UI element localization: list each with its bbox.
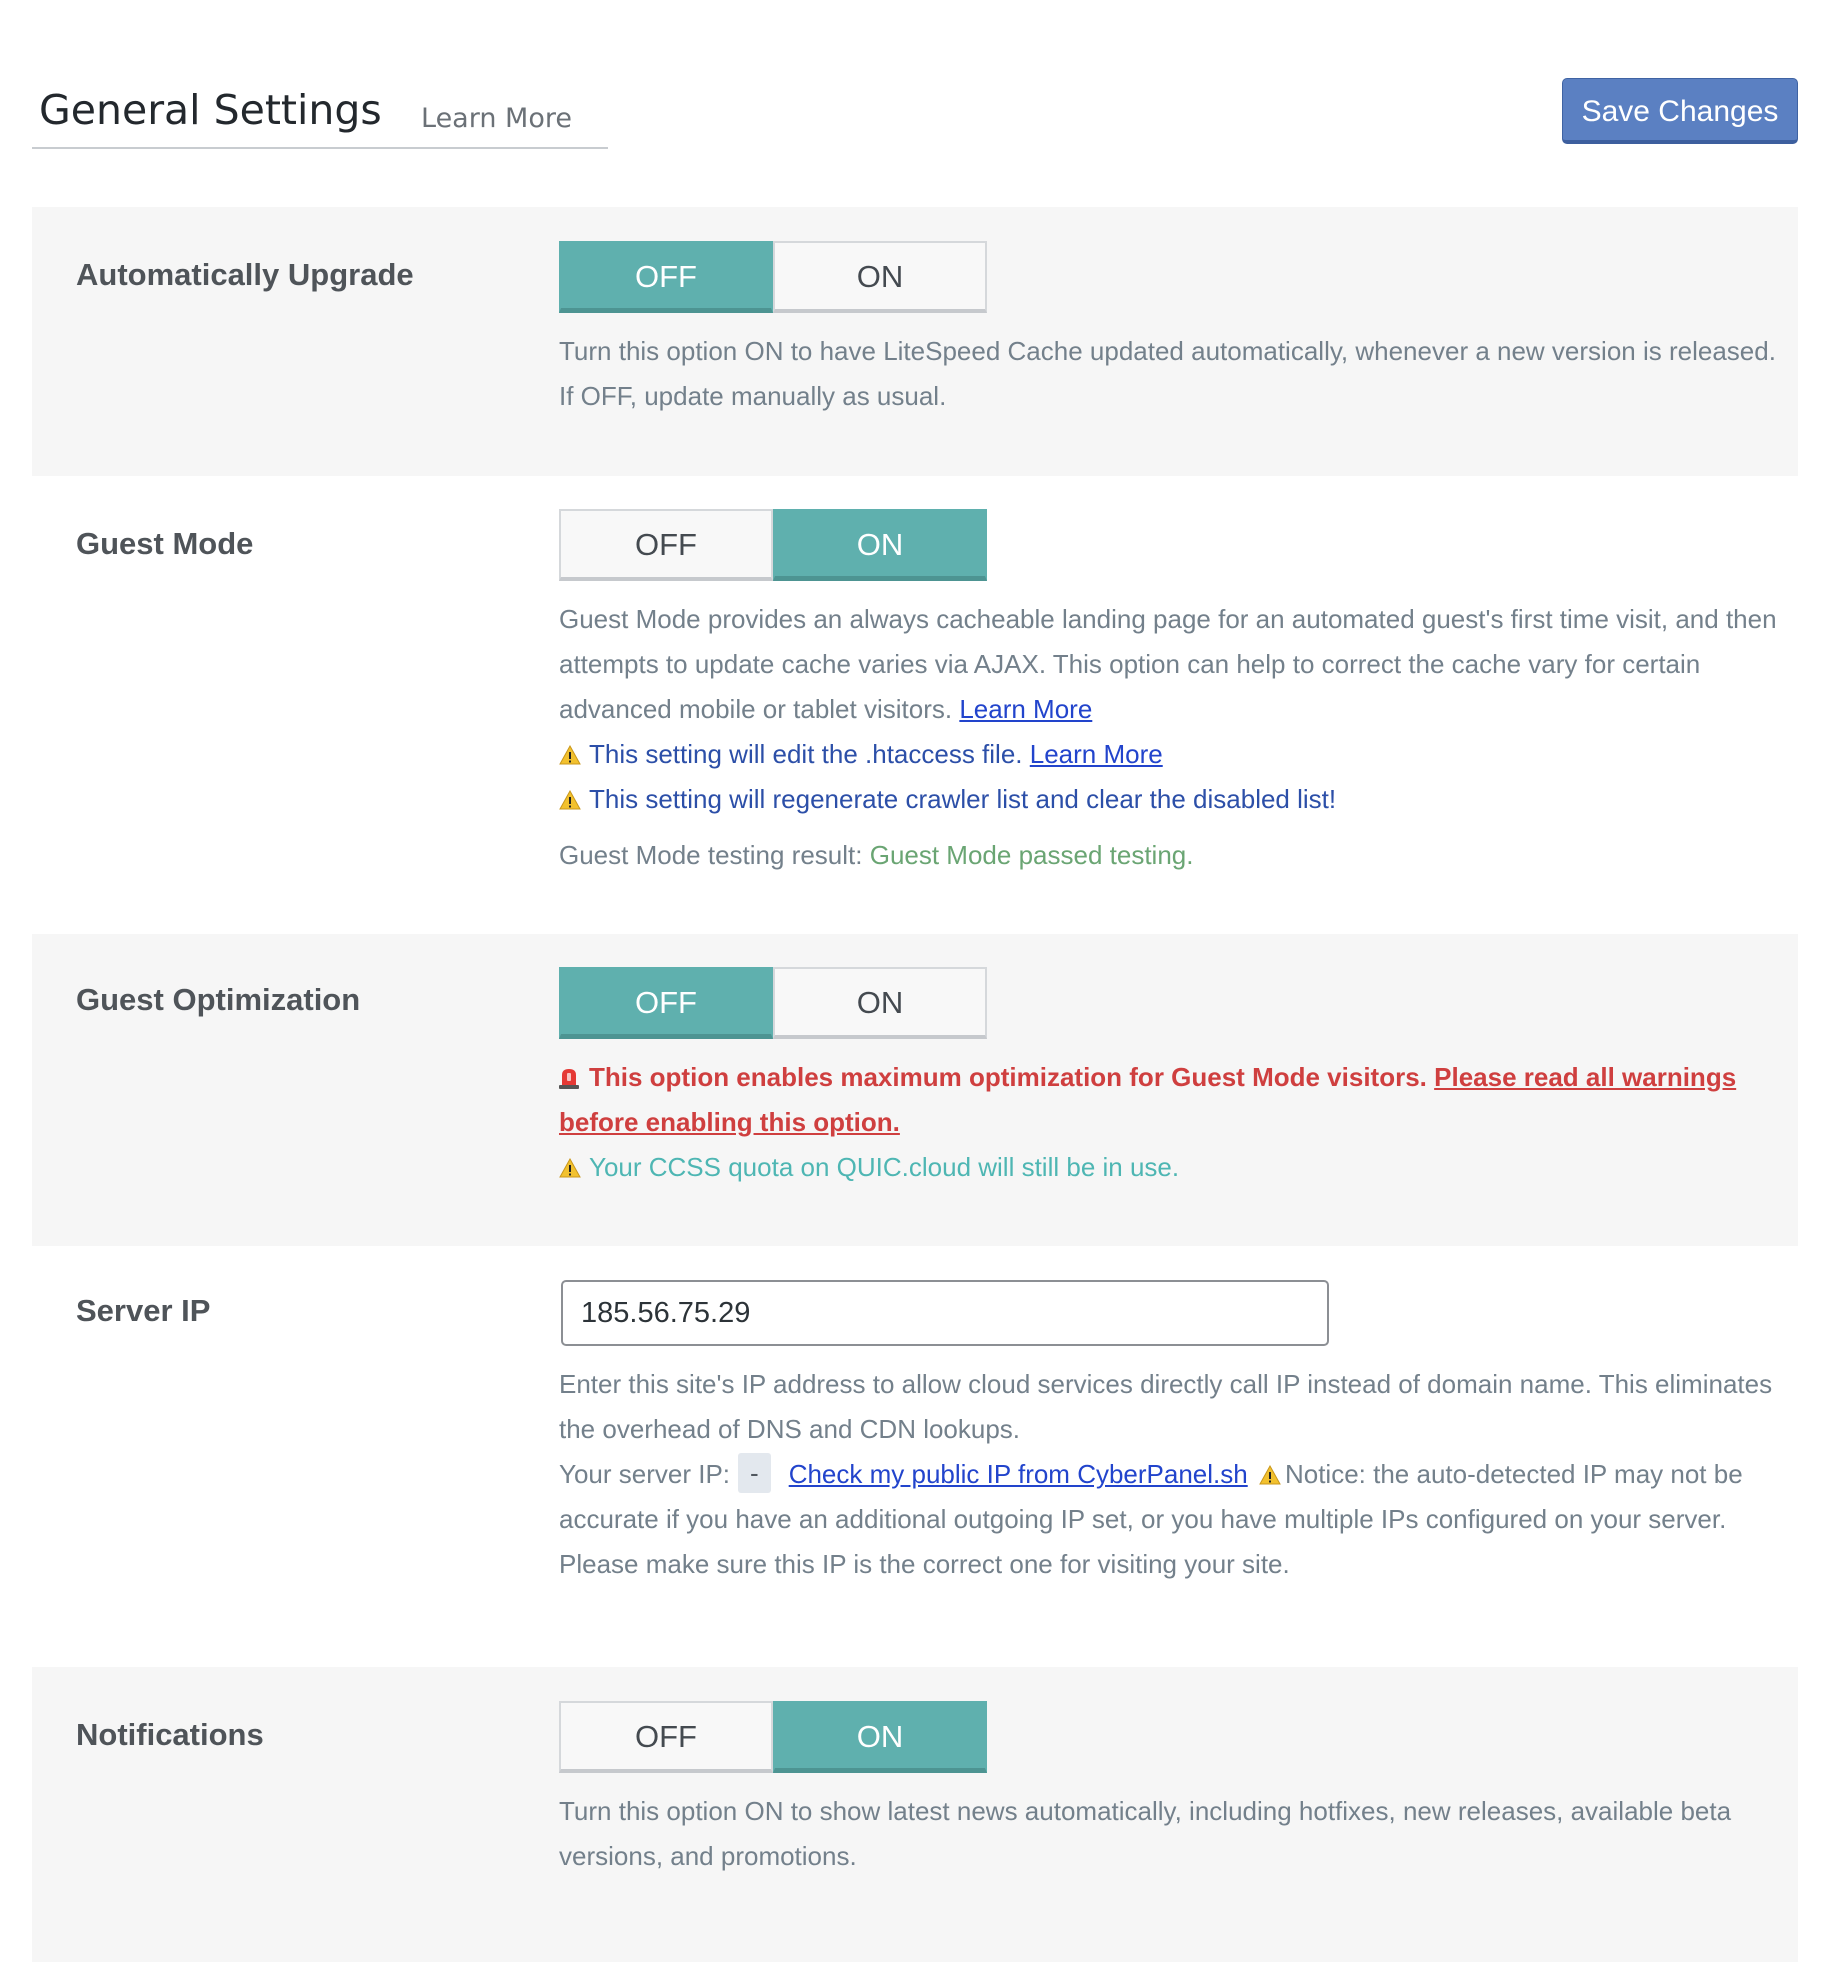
setting-label: Guest Optimization (76, 982, 361, 1017)
setting-body (559, 241, 1779, 419)
check-public-ip-link[interactable]: Check my public IP from CyberPanel.sh (788, 1459, 1248, 1489)
danger-text: This option enables maximum optimization for Guest Mode visitors. (589, 1062, 1427, 1092)
warning-text: This setting will regenerate crawler list and clear the disabled list! (589, 784, 1337, 814)
toggle-on-option[interactable]: ON (773, 967, 987, 1039)
toggle-on-option[interactable]: ON (773, 1701, 987, 1773)
guest-mode-toggle[interactable] (559, 509, 987, 581)
ccss-quota-note (559, 1145, 1779, 1190)
setting-description (559, 597, 1779, 732)
page-header (32, 78, 1798, 158)
warning-text: This setting will edit the .htaccess file. (589, 739, 1023, 769)
setting-label: Server IP (76, 1293, 211, 1328)
htaccess-learn-more-link[interactable]: Learn More (1029, 739, 1163, 769)
toggle-off-option[interactable]: OFF (559, 1701, 773, 1773)
setting-body (559, 1280, 1779, 1587)
setting-body (559, 1701, 1779, 1879)
server-ip-input[interactable] (561, 1280, 1329, 1346)
setting-row-notifications (32, 1667, 1798, 1962)
setting-row-auto-upgrade (32, 207, 1798, 476)
your-ip-label: Your server IP: (559, 1459, 731, 1489)
setting-description: Enter this site's IP address to allow cloud services directly call IP instead of domain name. This eliminates the overhead of DNS and CDN lookups. (559, 1369, 1773, 1444)
toggle-on-option[interactable]: ON (773, 509, 987, 581)
crawler-warning (559, 777, 1779, 822)
setting-label: Automatically Upgrade (76, 257, 414, 292)
description-text: Guest Mode provides an always cacheable landing page for an automated guest's first time visit, and then attempts to update cache varies via AJAX. This option can help to correct the cache vary for certain advanced mobile or tablet visitors. (559, 604, 1777, 724)
setting-row-server-ip (32, 1246, 1798, 1667)
server-ip-notice (559, 1452, 1779, 1587)
warning-icon (1259, 1465, 1281, 1485)
title-underline-box (32, 78, 608, 149)
notice-text: Notice: the auto-detected IP may not be accurate if you have an additional outgoing IP set, or you have multiple IPs configured on your server. Please make sure this IP is the correct one for visiting your site. (559, 1459, 1743, 1579)
result-value: Guest Mode passed testing. (869, 840, 1194, 870)
toggle-off-option[interactable]: OFF (559, 241, 773, 313)
note-text: Your CCSS quota on QUIC.cloud will still be in use. (589, 1152, 1180, 1182)
save-changes-button[interactable]: Save Changes (1562, 78, 1798, 144)
setting-description: Turn this option ON to show latest news automatically, including hotfixes, new releases, available beta versions, and promotions. (559, 1796, 1732, 1871)
warning-icon (559, 745, 581, 765)
toggle-on-option[interactable]: ON (773, 241, 987, 313)
warning-icon (559, 790, 581, 810)
result-label: Guest Mode testing result: (559, 840, 863, 870)
htaccess-warning (559, 732, 1779, 777)
danger-warning (559, 1055, 1779, 1145)
setting-body (559, 967, 1779, 1190)
auto-upgrade-toggle[interactable] (559, 241, 987, 313)
read-warnings-link[interactable]: Please read all warnings before enabling this option. (559, 1062, 1737, 1137)
setting-description: Turn this option ON to have LiteSpeed Cache updated automatically, whenever a new version is released. If OFF, update manually as usual. (559, 336, 1776, 411)
notifications-toggle[interactable] (559, 1701, 987, 1773)
guest-optimization-toggle[interactable] (559, 967, 987, 1039)
warning-icon (559, 1158, 581, 1178)
toggle-off-option[interactable]: OFF (559, 509, 773, 581)
setting-label: Guest Mode (76, 526, 254, 561)
setting-body (559, 509, 1779, 878)
setting-label: Notifications (76, 1717, 264, 1752)
guest-mode-test-result (559, 833, 1779, 878)
setting-row-guest-mode (32, 476, 1798, 934)
setting-row-guest-optimization (32, 934, 1798, 1246)
siren-icon (559, 1067, 579, 1089)
toggle-off-option[interactable]: OFF (559, 967, 773, 1039)
learn-more-link[interactable]: Learn More (959, 694, 1093, 724)
detected-ip-value: - (738, 1453, 771, 1493)
header-learn-more-link[interactable]: Learn More (421, 103, 572, 134)
page-title: General Settings (39, 86, 382, 134)
